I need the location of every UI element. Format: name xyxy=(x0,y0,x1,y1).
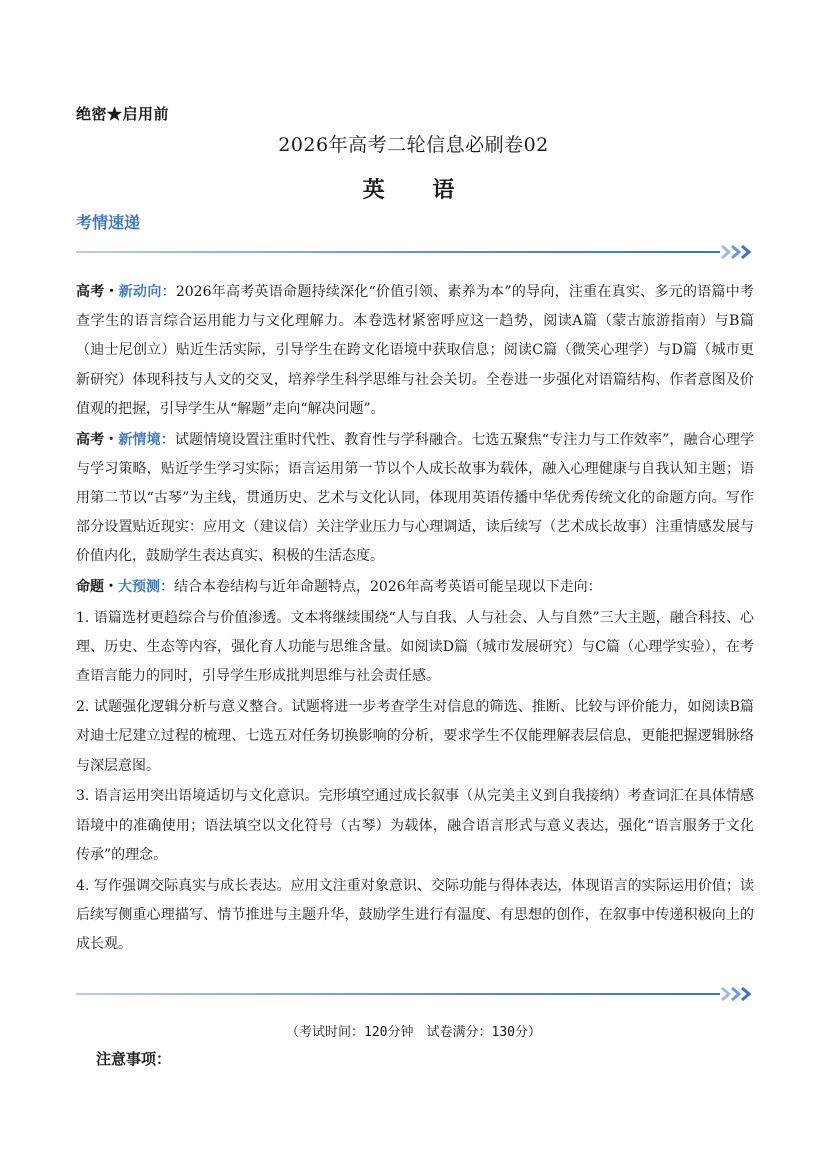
notice-heading: 注意事项： xyxy=(96,1050,172,1068)
forecast-item-4: 4. 写作强调交际真实与成长表达。应用文注重对象意识、交际功能与得体表达，体现语言的实际运用价值；读后续写侧重心理描写、情节推进与主题升华，鼓励学生进行有温度、有思想的创作，在叙事中传递积极向上的成长观。 xyxy=(76,877,754,953)
context-label-prefix: 高考・ xyxy=(76,431,119,448)
forecast-item-1: 1. 语篇选材更趋综合与价值渗透。文本将继续围绕“人与自我、人与社会、人与自然”三大主题，融合科技、心理、历史、生态等内容，强化育人功能与思维含量。如阅读D篇（城市发展研究）与C篇（心理学实验），在考查语言能力的同时，引导学生形成批判思维与社会责任感。 xyxy=(76,610,754,685)
trend-paragraph xyxy=(76,278,754,424)
forecast-item-3: 3. 语言运用突出语境适切与文化意识。完形填空通过成长叙事（从完美主义到自我接纳）考查词汇在具体情感语境中的准确使用；语法填空以文化符号（古琴）为载体，融合语言形式与意义表达，强化“语言服务于文化传承”的理念。 xyxy=(76,788,754,863)
double-chevron-icon xyxy=(720,986,754,1002)
exam-title: 2026年高考二轮信息必刷卷02 xyxy=(278,134,549,156)
context-text: 试题情境设置注重时代性、教育性与学科融合。七选五聚焦“专注力与工作效率”，融合心理学与学习策略，贴近学生学习实际；语言运用第一节以个人成长故事为载体，融入心理健康与自我认知主题；语用第二节以“古琴”为主线，贯通历史、艺术与文化认同，体现用英语传播中华优秀传统文化的命题方向。写作部分设置贴近现实：应用文（建议信）关注学业压力与心理调适，读后续写（艺术成长故事）注重情感发展与价值内化，鼓励学生表达真实、积极的生活态度。 xyxy=(76,431,755,565)
exam-overview xyxy=(76,278,754,961)
section-divider-bottom xyxy=(76,986,754,1002)
forecast-label-prefix: 命题・ xyxy=(76,579,118,596)
double-chevron-icon xyxy=(720,244,754,260)
forecast-label-colon: ： xyxy=(160,579,174,596)
subject-title: 英 语 xyxy=(362,177,475,203)
trend-text: 2026年高考英语命题持续深化“价值引领、素养为本”的导向，注重在真实、多元的语篇中考查学生的语言综合运用能力与文化理解力。本卷选材紧密呼应这一趋势，阅读A篇（蒙古旅游指南）与B篇（迪士尼创立）贴近生活实际，引导学生在跨文化语境中获取信息；阅读C篇（微笑心理学）与D篇（城市更新研究）体现科技与人文的交叉，培养学生科学思维与社会关切。全卷进一步强化对语篇结构、作者意图及价值观的把握，引导学生从“解题”走向“解决问题”。 xyxy=(76,284,755,417)
trend-label-colon: ： xyxy=(161,284,176,300)
trend-label-prefix: 高考・ xyxy=(76,284,119,300)
forecast-text: 结合本卷结构与近年命题特点，2026年高考英语可能呈现以下走向： xyxy=(174,579,602,596)
context-label-colon: ： xyxy=(160,431,175,448)
confidential-label: 绝密★启用前 xyxy=(76,105,170,123)
forecast-label-key: 大预测 xyxy=(118,579,160,596)
exam-time-score: （考试时间：120分钟 试卷满分：130分） xyxy=(286,1025,541,1040)
section-heading: 考情速递 xyxy=(76,213,141,232)
context-paragraph xyxy=(76,426,754,572)
section-divider-top xyxy=(76,244,754,260)
trend-label-key: 新动向 xyxy=(118,284,162,300)
context-label-key: 新情境 xyxy=(118,431,161,448)
forecast-paragraph xyxy=(76,573,754,602)
forecast-item-2: 2. 试题强化逻辑分析与意义整合。试题将进一步考查学生对信息的筛选、推断、比较与评价能力，如阅读B篇对迪士尼建立过程的梳理、七选五对任务切换影响的分析，要求学生不仅能理解表层信息，更能把握逻辑脉络与深层意图。 xyxy=(76,699,754,774)
